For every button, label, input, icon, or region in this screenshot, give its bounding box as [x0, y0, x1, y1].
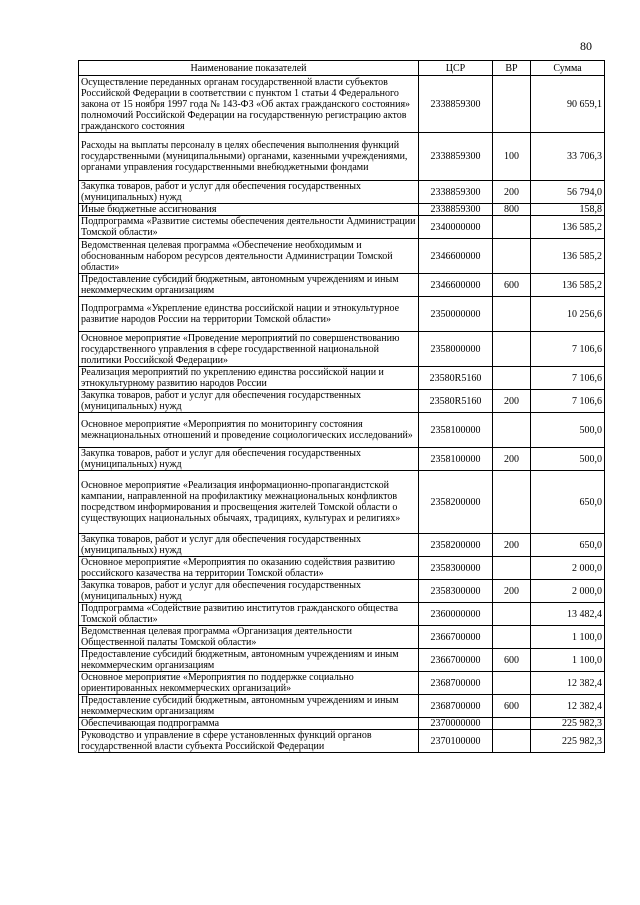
header-sum: Сумма [531, 61, 605, 76]
cell-name: Основное мероприятие «Мероприятия по поддержке социально ориентированных некоммерческих организаций» [79, 672, 419, 695]
table-row [79, 181, 605, 204]
cell-name: Основное мероприятие «Проведение мероприятий по совершенствованию государственного управления в сфере государственной национальной политики Российской Федерации» [79, 332, 419, 367]
cell-name: Основное мероприятие «Мероприятия по мониторингу состояния межнациональных отношений и проведение социологических исследований» [79, 413, 419, 448]
header-csr: ЦСР [419, 61, 493, 76]
cell-csr: 2370100000 [419, 730, 493, 753]
cell-sum: 650,0 [531, 534, 605, 557]
cell-vr: 600 [493, 274, 531, 297]
cell-csr: 2358300000 [419, 557, 493, 580]
table-row [79, 534, 605, 557]
cell-name: Предоставление субсидий бюджетным, автономным учреждениям и иным некоммерческим организациям [79, 695, 419, 718]
cell-name: Закупка товаров, работ и услуг для обеспечения государственных (муниципальных) нужд [79, 534, 419, 557]
cell-name: Руководство и управление в сфере установленных функций органов государственной власти субъекта Российской Федерации [79, 730, 419, 753]
table-row [79, 413, 605, 448]
header-vr: ВР [493, 61, 531, 76]
table-row [79, 557, 605, 580]
cell-name: Закупка товаров, работ и услуг для обеспечения государственных (муниципальных) нужд [79, 448, 419, 471]
cell-vr: 200 [493, 580, 531, 603]
cell-vr [493, 626, 531, 649]
table-row [79, 367, 605, 390]
table-row [79, 204, 605, 216]
cell-vr [493, 471, 531, 534]
cell-name: Подпрограмма «Содействие развитию институтов гражданского общества Томской области» [79, 603, 419, 626]
cell-sum: 158,8 [531, 204, 605, 216]
cell-csr: 2346600000 [419, 274, 493, 297]
cell-csr: 2338859300 [419, 204, 493, 216]
cell-vr: 800 [493, 204, 531, 216]
cell-sum: 136 585,2 [531, 274, 605, 297]
cell-csr: 2358200000 [419, 534, 493, 557]
table-row [79, 76, 605, 133]
cell-sum: 7 106,6 [531, 332, 605, 367]
cell-csr: 23580R5160 [419, 390, 493, 413]
budget-table [78, 60, 605, 753]
table-row [79, 239, 605, 274]
table-row [79, 390, 605, 413]
cell-vr: 200 [493, 534, 531, 557]
cell-sum: 1 100,0 [531, 649, 605, 672]
cell-name: Обеспечивающая подпрограмма [79, 718, 419, 730]
cell-vr: 600 [493, 695, 531, 718]
cell-vr: 200 [493, 448, 531, 471]
cell-name: Закупка товаров, работ и услуг для обеспечения государственных (муниципальных) нужд [79, 580, 419, 603]
cell-name: Предоставление субсидий бюджетным, автономным учреждениям и иным некоммерческим организациям [79, 649, 419, 672]
cell-sum: 2 000,0 [531, 580, 605, 603]
cell-vr [493, 216, 531, 239]
cell-name: Подпрограмма «Укрепление единства российской нации и этнокультурное развитие народов России на территории Томской области» [79, 297, 419, 332]
cell-vr [493, 672, 531, 695]
cell-vr [493, 332, 531, 367]
cell-csr: 2360000000 [419, 603, 493, 626]
cell-sum: 56 794,0 [531, 181, 605, 204]
table-row [79, 626, 605, 649]
cell-name: Закупка товаров, работ и услуг для обеспечения государственных (муниципальных) нужд [79, 390, 419, 413]
table-row [79, 448, 605, 471]
cell-sum: 1 100,0 [531, 626, 605, 649]
cell-csr: 2338859300 [419, 76, 493, 133]
cell-csr: 2346600000 [419, 239, 493, 274]
table-row [79, 332, 605, 367]
cell-name: Предоставление субсидий бюджетным, автономным учреждениям и иным некоммерческим организациям [79, 274, 419, 297]
cell-sum: 500,0 [531, 448, 605, 471]
cell-sum: 500,0 [531, 413, 605, 448]
table-row [79, 718, 605, 730]
cell-csr: 2358000000 [419, 332, 493, 367]
table-row [79, 471, 605, 534]
cell-vr [493, 557, 531, 580]
cell-name: Основное мероприятие «Реализация информационно-пропагандистской кампании, направленной на профилактику межнациональных конфликтов посредством информирования и просвещения жителей Томской области о существующих национальных обычаях, традициях, культурах и религиях» [79, 471, 419, 534]
cell-csr: 23580R5160 [419, 367, 493, 390]
table-row [79, 580, 605, 603]
table-row [79, 695, 605, 718]
cell-csr: 2358300000 [419, 580, 493, 603]
table-row [79, 730, 605, 753]
cell-name: Ведомственная целевая программа «Организация деятельности Общественной палаты Томской области» [79, 626, 419, 649]
cell-sum: 13 482,4 [531, 603, 605, 626]
cell-name: Реализация мероприятий по укреплению единства российской нации и этнокультурному развитию народов России [79, 367, 419, 390]
cell-name: Основное мероприятие «Мероприятия по оказанию содействия развитию российского казачества на территории Томской области» [79, 557, 419, 580]
page-number: 80 [580, 39, 592, 53]
cell-sum: 12 382,4 [531, 672, 605, 695]
cell-sum: 136 585,2 [531, 239, 605, 274]
cell-csr: 2358100000 [419, 448, 493, 471]
cell-vr: 200 [493, 390, 531, 413]
cell-name: Иные бюджетные ассигнования [79, 204, 419, 216]
cell-vr [493, 76, 531, 133]
cell-sum: 33 706,3 [531, 133, 605, 181]
table-row [79, 672, 605, 695]
table-row [79, 274, 605, 297]
cell-csr: 2368700000 [419, 695, 493, 718]
cell-csr: 2358200000 [419, 471, 493, 534]
cell-sum: 90 659,1 [531, 76, 605, 133]
cell-vr [493, 239, 531, 274]
cell-csr: 2358100000 [419, 413, 493, 448]
cell-vr [493, 718, 531, 730]
table-row [79, 649, 605, 672]
cell-name: Осуществление переданных органам государственной власти субъектов Российской Федерации в соответствии с пунктом 1 статьи 4 Федерального закона от 15 ноября 1997 года № 143-ФЗ «Об актах гражданского состояния» полномочий Российской Федерации на государственную регистрацию актов гражданского состояния [79, 76, 419, 133]
cell-sum: 7 106,6 [531, 367, 605, 390]
cell-sum: 225 982,3 [531, 730, 605, 753]
cell-vr: 200 [493, 181, 531, 204]
cell-csr: 2370000000 [419, 718, 493, 730]
cell-sum: 10 256,6 [531, 297, 605, 332]
cell-name: Закупка товаров, работ и услуг для обеспечения государственных (муниципальных) нужд [79, 181, 419, 204]
table-header-row [79, 61, 605, 76]
cell-vr [493, 413, 531, 448]
cell-sum: 2 000,0 [531, 557, 605, 580]
cell-name: Расходы на выплаты персоналу в целях обеспечения выполнения функций государственными (муниципальными) органами, казенными учреждениями, органами управления государственными внебюджетными фондами [79, 133, 419, 181]
cell-vr [493, 297, 531, 332]
cell-csr: 2350000000 [419, 297, 493, 332]
cell-sum: 7 106,6 [531, 390, 605, 413]
cell-vr: 600 [493, 649, 531, 672]
cell-csr: 2340000000 [419, 216, 493, 239]
header-name: Наименование показателей [79, 61, 419, 76]
cell-vr [493, 603, 531, 626]
cell-csr: 2366700000 [419, 649, 493, 672]
table-row [79, 133, 605, 181]
cell-name: Подпрограмма «Развитие системы обеспечения деятельности Администрации Томской области» [79, 216, 419, 239]
cell-sum: 12 382,4 [531, 695, 605, 718]
cell-csr: 2366700000 [419, 626, 493, 649]
cell-vr [493, 367, 531, 390]
table-row [79, 603, 605, 626]
cell-sum: 650,0 [531, 471, 605, 534]
table-row [79, 297, 605, 332]
cell-csr: 2338859300 [419, 133, 493, 181]
cell-vr: 100 [493, 133, 531, 181]
cell-sum: 136 585,2 [531, 216, 605, 239]
cell-name: Ведомственная целевая программа «Обеспечение необходимым и обоснованным набором ресурсов деятельности Администрации Томской области» [79, 239, 419, 274]
table-row [79, 216, 605, 239]
cell-vr [493, 730, 531, 753]
cell-csr: 2338859300 [419, 181, 493, 204]
cell-csr: 2368700000 [419, 672, 493, 695]
cell-sum: 225 982,3 [531, 718, 605, 730]
